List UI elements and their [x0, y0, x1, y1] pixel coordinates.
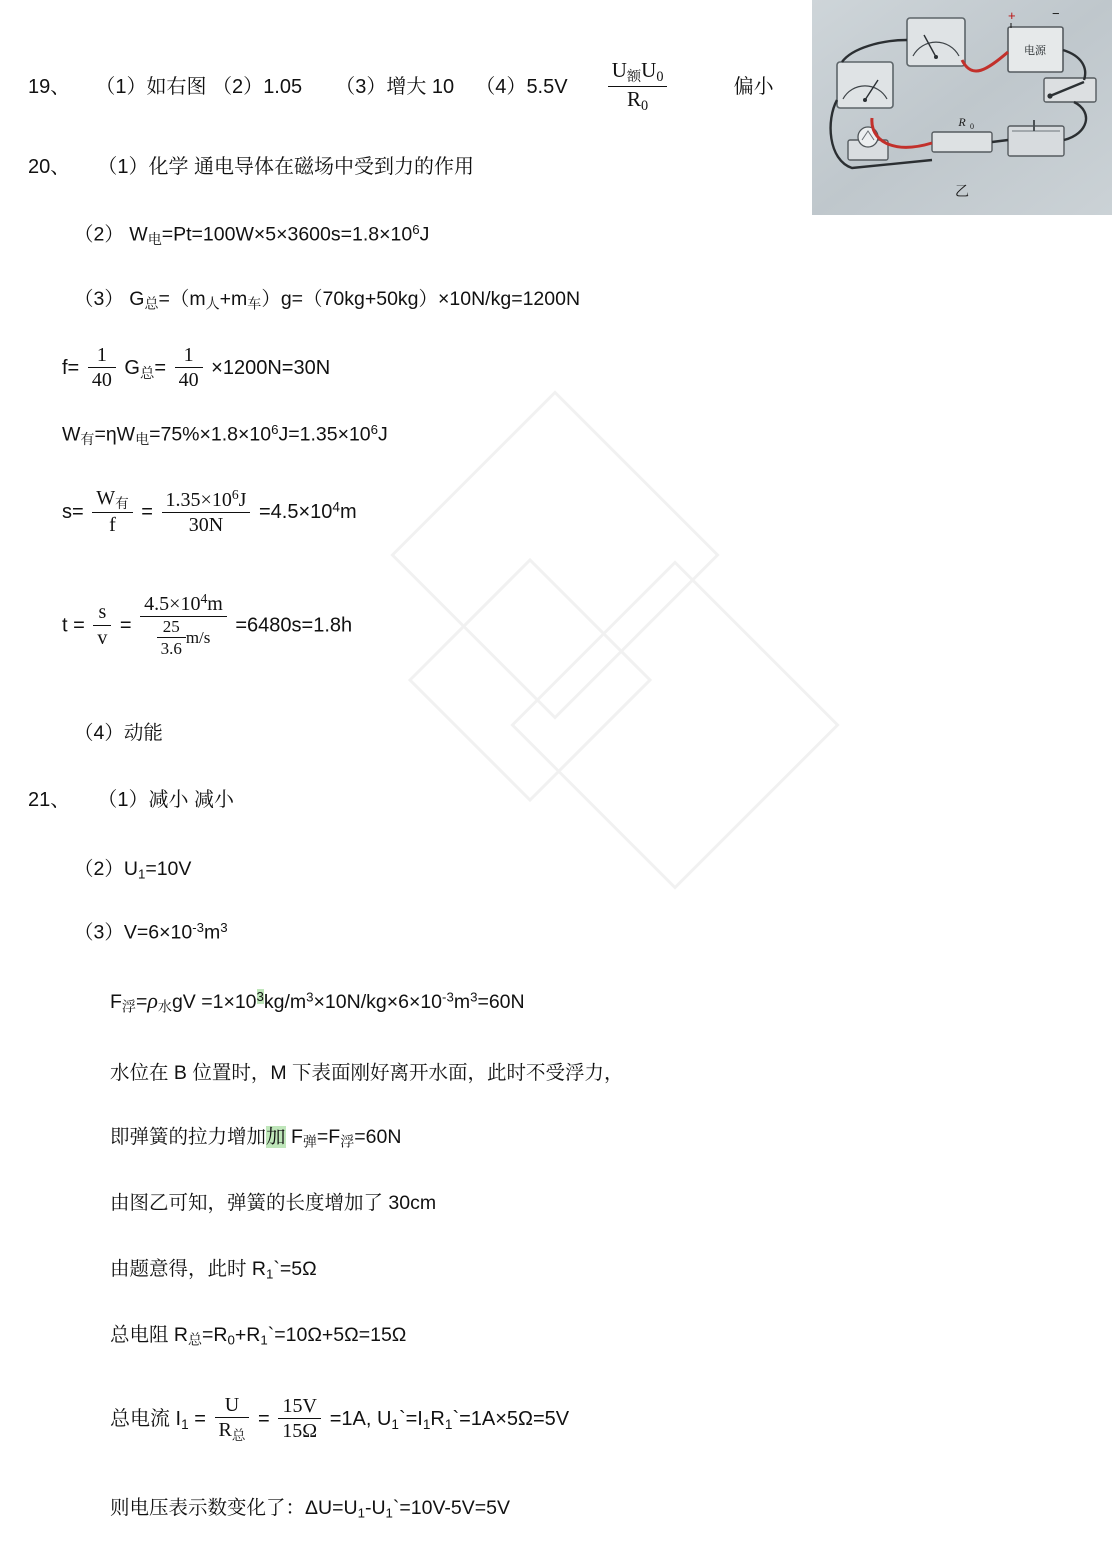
q21-p1-text: 减小 减小: [148, 789, 235, 811]
q20-p3-m1-sub: 人: [205, 295, 220, 312]
w-mid: =75%×1.8×10: [149, 423, 272, 446]
rt-mid2: +R: [234, 1324, 261, 1346]
q21-p2-sub: 1: [137, 866, 146, 882]
svg-text:R: R: [958, 115, 966, 129]
q21-p3-sup1: -3: [192, 920, 204, 935]
du-sub1: 1: [357, 1505, 365, 1521]
question-20-useful-work-line: [62, 422, 388, 448]
q20-p3-rest: ）g=（70kg+50kg）×10N/kg=1200N: [261, 288, 581, 310]
rt-mid: =R: [202, 1324, 228, 1346]
q20-p3-g: G: [129, 288, 145, 310]
s-post: =4.5×10: [258, 501, 333, 524]
sp-eq: =F: [316, 1126, 341, 1148]
sp-f2-sub: 浮: [340, 1133, 355, 1150]
rt-sub1: 1: [260, 1332, 268, 1348]
s-f2-num-sup: 6: [231, 487, 239, 502]
fb-f: F: [110, 991, 122, 1013]
t-f2-num: 4.5×10: [144, 592, 201, 615]
t-inner-num: 25: [157, 617, 186, 638]
rt-sub-cjk: 总: [188, 1331, 203, 1348]
q21-p1-label: （1）: [97, 789, 149, 811]
q21-p2-label: （2）: [74, 858, 124, 880]
q20-p2-w-sub: 电: [147, 231, 162, 248]
w-sub: 有: [80, 431, 95, 448]
t-f1-den: v: [97, 626, 108, 649]
q19-part3-label: （3）: [335, 75, 387, 98]
fb-gv: gV =1×10: [171, 991, 257, 1013]
f-mid-g-sub: 总: [139, 365, 155, 382]
s-f2-num-unit: J: [238, 488, 247, 511]
rt-tail: `=10Ω+5Ω=15Ω: [267, 1324, 407, 1346]
sp-tail: =60N: [354, 1126, 402, 1148]
cur-i-sub: 1: [422, 1416, 431, 1432]
w-sup1: 6: [271, 422, 279, 437]
q20-p4-label: （4）: [74, 722, 124, 744]
q20-p3-label: （3）: [74, 288, 124, 310]
q19-part2-text: 1.05: [263, 75, 303, 98]
frac1-num: 1: [88, 344, 116, 368]
q19-number: 19、: [28, 75, 71, 98]
s-f2-den: 30N: [188, 514, 224, 537]
svg-text:0: 0: [970, 122, 974, 131]
s-f1-w: W: [96, 487, 116, 510]
q21-p2-u: U: [123, 858, 138, 880]
s-eq: =: [141, 501, 153, 524]
question-21-part3-head: [74, 920, 228, 945]
q19-formula-u0: U: [641, 58, 657, 82]
f-pre: f=: [62, 357, 80, 380]
q20-p4-text: 动能: [123, 722, 163, 744]
question-21-text-line-b: [110, 1062, 624, 1085]
cur-sub1: 1: [181, 1416, 189, 1432]
fb-mid3: m: [453, 991, 471, 1013]
cur-eq2: =: [258, 1407, 270, 1430]
fraction-w-over-f: [92, 487, 132, 536]
q20-p3-plus: +m: [219, 288, 248, 310]
cur-u-sub: 1: [391, 1416, 399, 1432]
w-mid2: J=1.35×10: [278, 423, 371, 446]
cur-mid: =1A, U: [329, 1407, 392, 1430]
frac1-den: 40: [91, 369, 112, 392]
q19-part1-label: （1）: [95, 75, 147, 98]
cur-r-sub: 1: [444, 1416, 453, 1432]
s-pre: s=: [62, 501, 84, 524]
s-post-unit: m: [339, 501, 357, 524]
fb-mid: kg/m: [263, 991, 307, 1013]
q20-p3-g-sub: 总: [144, 295, 159, 312]
fb-mid2: ×10N/kg×6×10: [313, 991, 443, 1013]
w-eq: =ηW: [94, 423, 136, 446]
question-20-part1: [28, 155, 474, 179]
question-19: [28, 60, 774, 115]
rt-pre: 总电阻 R: [110, 1324, 189, 1346]
svg-text:−: −: [1052, 6, 1060, 21]
w-有: W: [62, 423, 81, 446]
fraction-25-over-36: [157, 617, 186, 658]
t-pre: t =: [62, 614, 85, 637]
cur-tail: `=1A×5Ω=5V: [452, 1407, 570, 1430]
question-20-time-line: [62, 592, 352, 660]
w-sup2: 6: [370, 422, 379, 437]
q21-p2-rest: =10V: [145, 858, 192, 880]
fb-eq: =: [135, 991, 148, 1013]
q20-number: 20、: [28, 156, 71, 178]
q19-part4-text: 5.5V: [526, 75, 568, 98]
question-21-part2: [74, 858, 191, 883]
sp-pre: 即弹簧的拉力增加: [110, 1126, 267, 1148]
q20-p2-w: W: [129, 223, 148, 246]
fb-f-sub: 浮: [121, 998, 136, 1015]
q20-p2-label: （2）: [74, 223, 124, 246]
t-post: =6480s=1.8h: [235, 614, 353, 637]
r1-sub: 1: [266, 1266, 274, 1282]
q21-p3-sup2: 3: [220, 920, 228, 935]
question-21-r1-line: [110, 1258, 317, 1283]
cur-f1-den-r: R: [218, 1419, 232, 1442]
watermark: [380, 380, 900, 940]
q19-formula-r: R: [627, 86, 642, 111]
cur-f1-num: U: [215, 1394, 250, 1418]
question-21-part1: [28, 788, 234, 812]
f-eq2: =: [154, 357, 167, 380]
fb-tail: =60N: [477, 991, 525, 1013]
t-f2-num-unit: m: [207, 592, 223, 615]
cur-mid2: `=I: [398, 1407, 423, 1430]
fraction-one-over-40-a: [88, 344, 116, 392]
fraction-one-over-40-b: [175, 344, 203, 392]
r1-tail: `=5Ω: [273, 1258, 317, 1280]
q21-line-waterlevel: 水位在 B 位置时，M 下表面刚好离开水面，此时不受浮力，: [110, 1062, 624, 1084]
fb-rho-sub: 水: [157, 998, 172, 1015]
cur-pre: 总电流 I: [110, 1407, 182, 1430]
q21-p3-unit: m: [203, 921, 221, 944]
w-tail: J: [378, 423, 388, 446]
s-f1-den: f: [109, 514, 116, 537]
q20-p1-label: （1）: [97, 156, 149, 178]
du-sub2: 1: [385, 1505, 393, 1521]
t-eq: =: [119, 614, 132, 637]
question-20-distance-line: [62, 488, 357, 538]
sp-f1: F: [290, 1126, 303, 1148]
du-tail: `=10V-5V=5V: [392, 1497, 510, 1519]
fraction-distance-over-speed: [140, 591, 227, 659]
s-post-sup: 4: [332, 499, 340, 515]
question-20-part2: [74, 222, 429, 248]
q21-line-springlength: 由图乙可知，弹簧的长度增加了 30cm: [110, 1192, 437, 1214]
t-inner-den: 3.6: [160, 639, 182, 659]
q20-p1-text: 化学 通电导体在磁场中受到力的作用: [148, 156, 475, 178]
s-f2-num: 1.35×10: [165, 488, 232, 511]
sp-f1-sub: 弹: [302, 1133, 317, 1150]
q20-p2-c: J: [419, 223, 430, 246]
du-pre: 则电压表示数变化了：ΔU=U: [110, 1497, 358, 1519]
q21-p3-v: V=6×10: [123, 921, 193, 944]
svg-text:电源: 电源: [1024, 45, 1046, 57]
question-20-friction-line: [62, 345, 330, 393]
fb-rho: ρ: [147, 988, 158, 1013]
fb-sup-neg: -3: [442, 989, 454, 1005]
q21-p3-label: （3）: [74, 921, 124, 944]
q19-part4-label: （4）: [475, 75, 527, 98]
sp-hl: 加: [266, 1126, 286, 1148]
fraction-s-over-v: [93, 601, 111, 649]
q19-formula-u0-sub: 0: [656, 68, 664, 85]
q20-p2-b: =Pt=100W×5×3600s=1.8×10: [161, 223, 413, 246]
circuit-photo: [812, 0, 1112, 215]
frac2-num: 1: [175, 344, 203, 368]
q21-number: 21、: [28, 789, 71, 811]
fraction-15v-over-15ohm: [278, 1395, 321, 1443]
cur-f1-den-sub: 总: [231, 1428, 246, 1444]
q19-part2-label: （2）: [212, 75, 264, 98]
fb-sup-m3: 3: [470, 989, 478, 1005]
t-f1-num: s: [93, 601, 111, 625]
question-20-part4: [74, 722, 163, 745]
t-f2-num-sup: 4: [200, 591, 208, 606]
f-post: ×1200N=30N: [211, 357, 331, 380]
q20-p2-sup: 6: [412, 222, 420, 237]
cur-f2-den: 15Ω: [282, 1420, 318, 1443]
q20-p3-eq: =（m: [158, 288, 206, 310]
svg-text:+: +: [1008, 8, 1016, 23]
q19-tail: 偏小: [733, 75, 774, 98]
du-mid: -U: [364, 1497, 386, 1519]
question-21-current-line: [110, 1395, 569, 1444]
question-21-deltau-line: [110, 1497, 510, 1522]
fraction-u-over-rtotal: [215, 1394, 250, 1443]
rt-sub0: 0: [227, 1332, 235, 1348]
question-21-spring-line: [110, 1126, 401, 1150]
q19-part1-text: 如右图: [146, 75, 207, 98]
question-21-buoyancy-line: [110, 988, 525, 1015]
f-mid-g: G: [124, 357, 140, 380]
t-unit: m/s: [185, 628, 211, 648]
s-f1-w-sub: 有: [115, 495, 129, 511]
fb-sup-m: 3: [306, 989, 314, 1005]
r1-pre: 由题意得，此时 R: [110, 1258, 267, 1280]
question-20-part3-line1: [74, 288, 580, 312]
frac2-den: 40: [178, 369, 199, 392]
q19-formula: [608, 59, 668, 114]
w2-sub: 电: [135, 431, 150, 448]
cur-f2-num: 15V: [278, 1395, 321, 1419]
question-21-rtotal-line: [110, 1324, 406, 1349]
q20-p3-m2-sub: 车: [247, 295, 262, 312]
question-21-text-line-c: [110, 1192, 436, 1215]
fb-sup-hl: 3: [256, 989, 264, 1005]
fraction-135e6-over-30n: [162, 487, 251, 537]
q19-formula-r-sub: 0: [641, 97, 649, 114]
q19-formula-u-sub: 额: [626, 68, 642, 85]
cur-mid3: R: [430, 1407, 445, 1430]
cur-eq: =: [194, 1407, 206, 1430]
q19-part3-text: 增大 10: [386, 75, 455, 98]
figure-caption-yi: 乙: [955, 183, 969, 199]
q19-formula-u: U: [611, 58, 627, 82]
